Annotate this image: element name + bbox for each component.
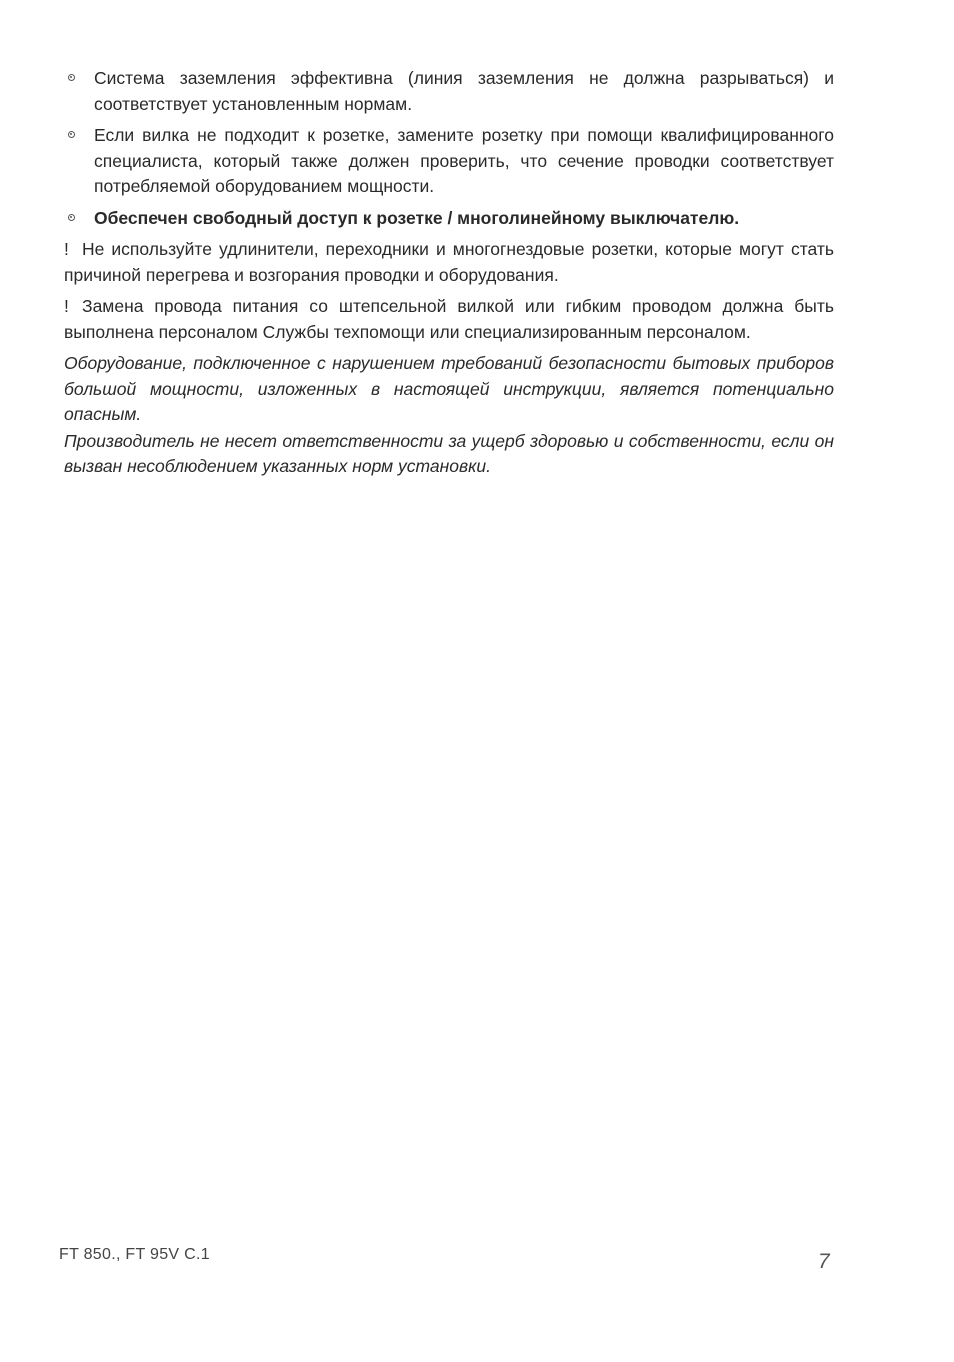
- bullet-text: Обеспечен свободный доступ к розетке / многолинейному выключателю.: [94, 207, 740, 228]
- note-dangerous-equipment: Оборудование, подключенное с нарушением требований безопасности бытовых приборов большой мощности, изложенных в настоящей инструкции, является потенциально опасным.: [64, 353, 834, 424]
- circle-bullet-icon: [68, 74, 75, 81]
- exclamation-icon: !: [64, 296, 69, 316]
- exclamation-icon: !: [64, 239, 69, 259]
- note-manufacturer-liability: Производитель не несет ответственности за ущерб здоровью и собственности, если он вызван несоблюдением указанных норм установки.: [64, 430, 834, 476]
- instructions-body: [64, 66, 834, 481]
- page-number: 7: [818, 1250, 830, 1273]
- bullet-grounding: [64, 66, 834, 117]
- bullet-text: Система заземления эффективна (линия заземления не должна разрываться) и соответствует установленным нормам.: [94, 68, 834, 114]
- bullet-text: Если вилка не подходит к розетке, замените розетку при помощи квалифицированного специалиста, который также должен проверить, что сечение проводки соответствует потребляемой оборудованием мощности.: [94, 125, 834, 196]
- circle-bullet-icon: [68, 131, 75, 138]
- bullet-socket-replacement: [64, 123, 834, 200]
- warning-text: Замена провода питания со штепсельной вилкой или гибким проводом должна быть выполнена персоналом Службы техпомощи или специализированным персоналом.: [64, 296, 834, 342]
- footer-model-code: FT 850., FT 95V C.1: [59, 1246, 210, 1263]
- circle-bullet-icon: [68, 214, 75, 221]
- warning-text: Не используйте удлинители, переходники и многогнездовые розетки, которые могут стать причиной перегрева и возгорания проводки и оборудования.: [64, 239, 834, 285]
- warning-extensions: [64, 237, 834, 288]
- bullet-free-access: [64, 206, 834, 232]
- warning-cable-replacement: [64, 294, 834, 345]
